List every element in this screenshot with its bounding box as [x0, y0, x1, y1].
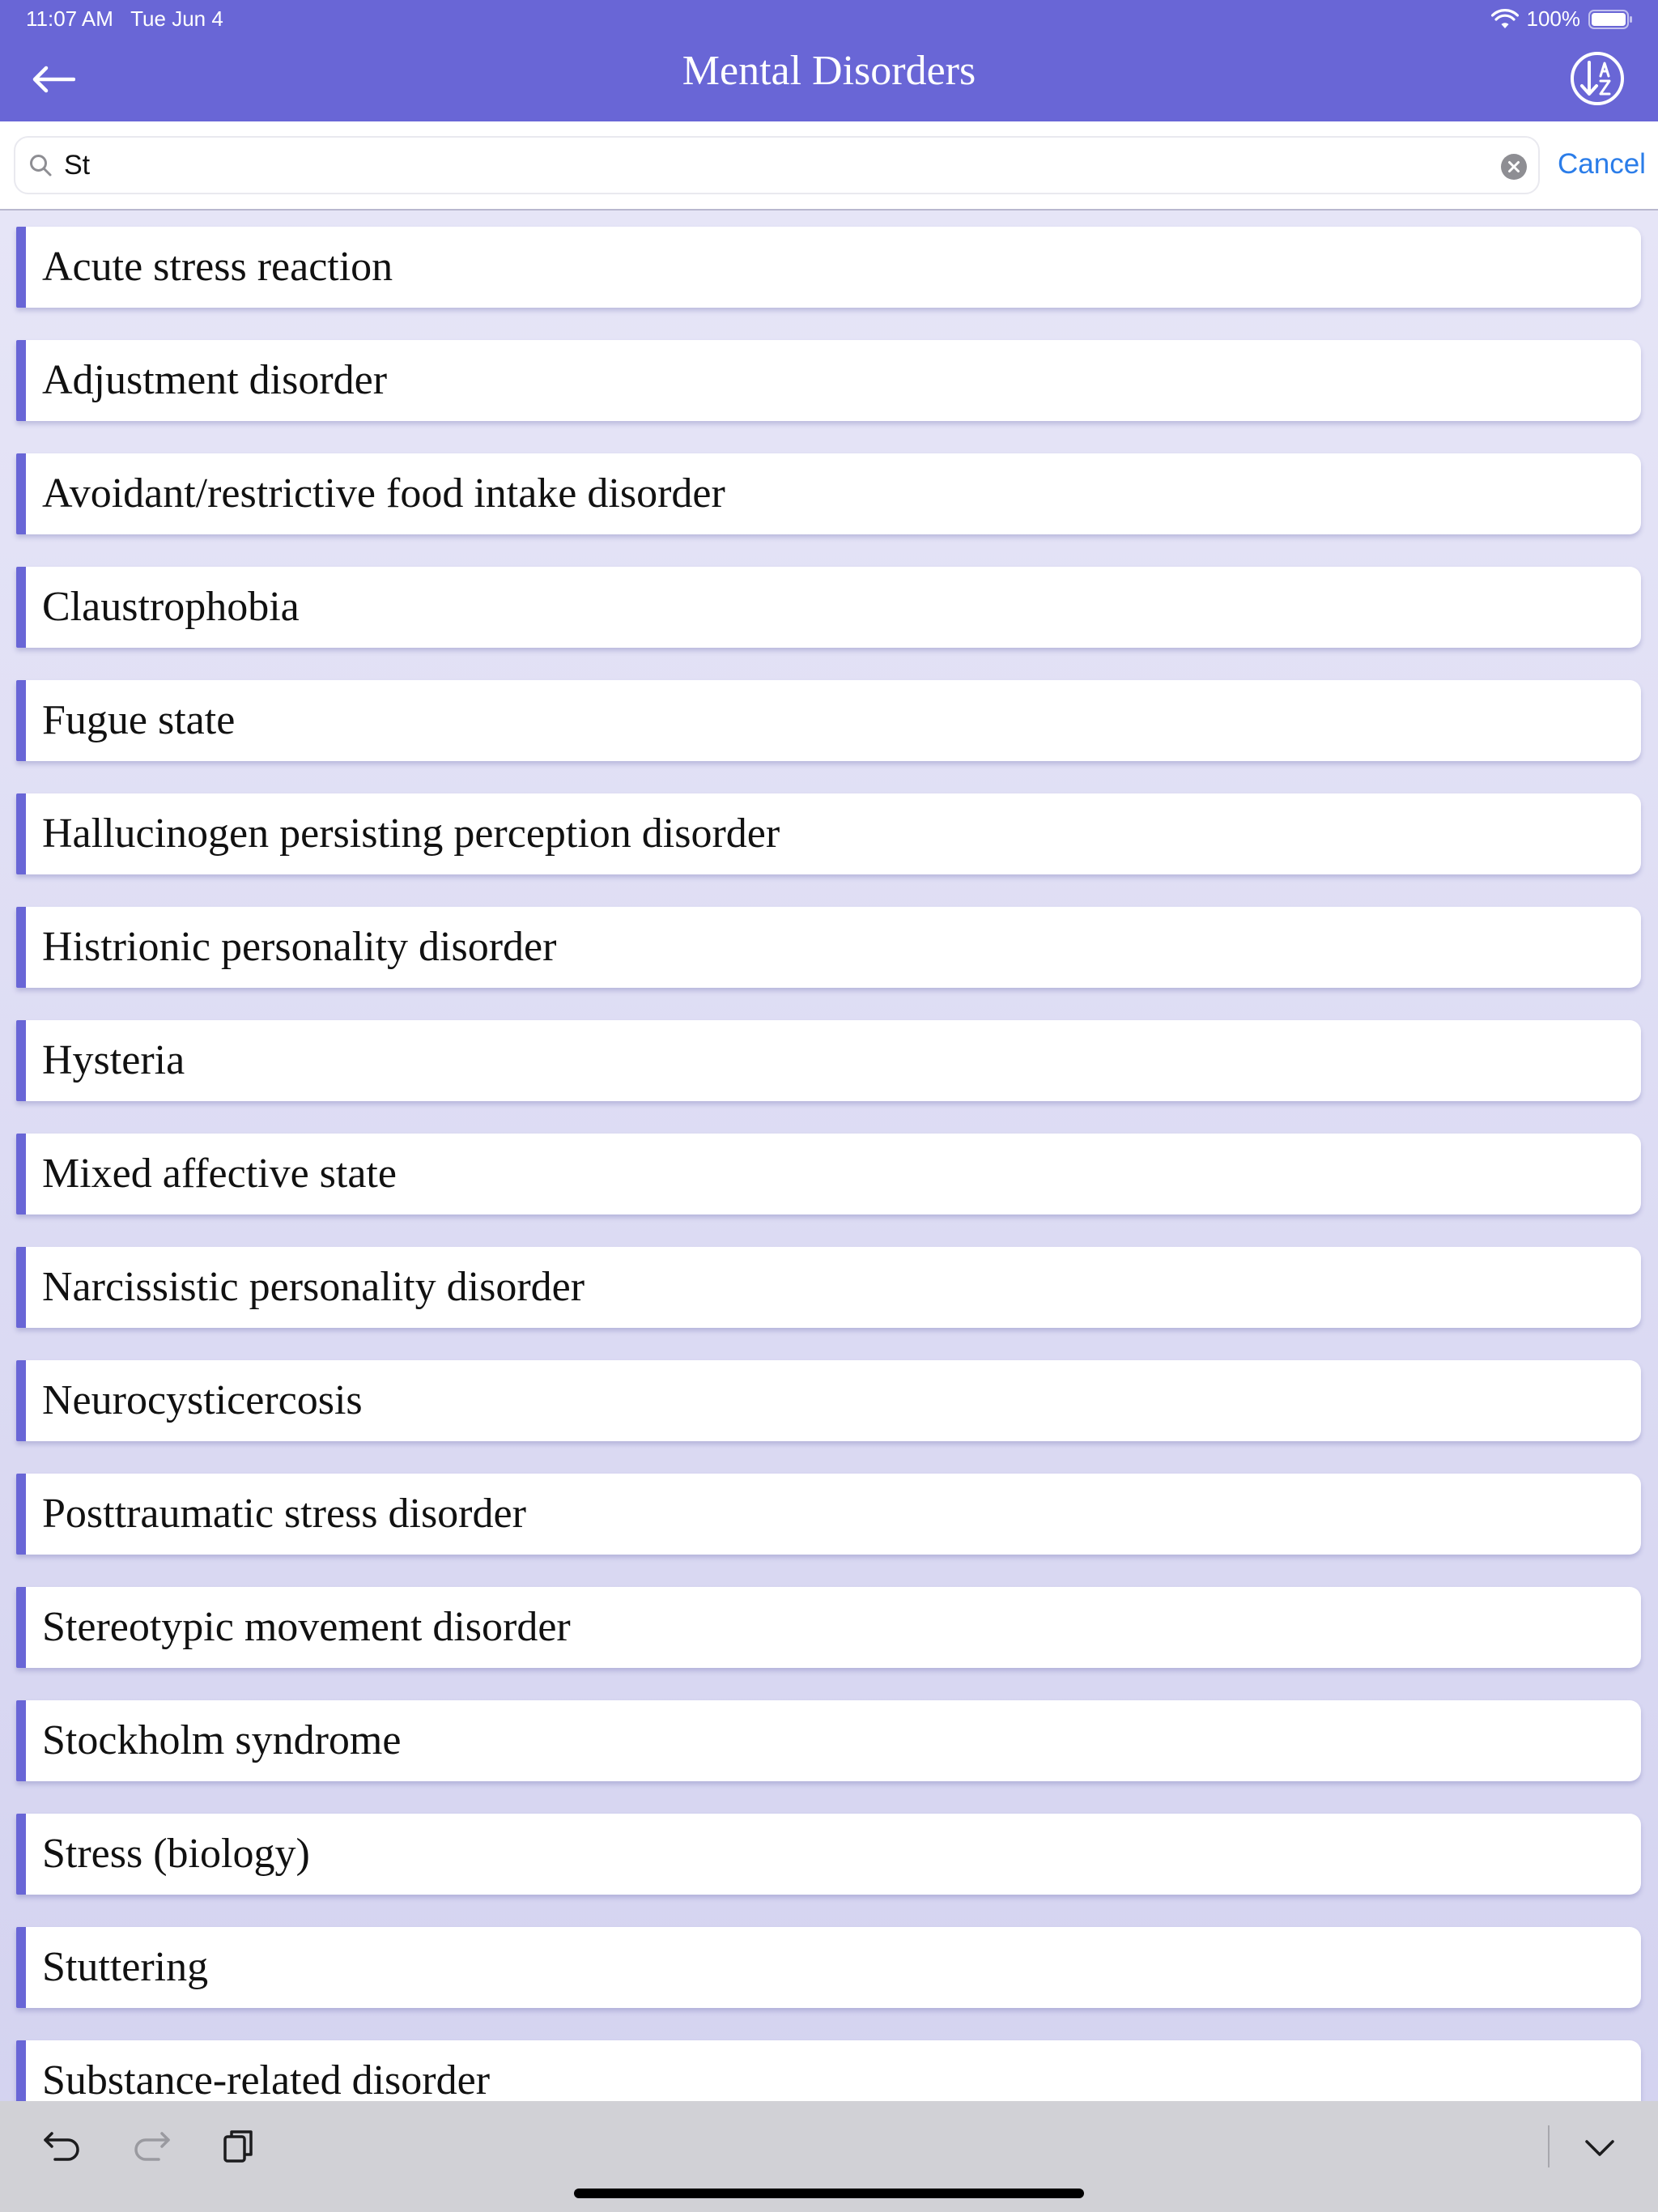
- list-item-label: Narcissistic personality disorder: [42, 1264, 585, 1310]
- sort-button[interactable]: [1569, 50, 1626, 107]
- wifi-icon: [1491, 9, 1519, 30]
- list-item[interactable]: [16, 1587, 1641, 1668]
- list-item-label: Hysteria: [42, 1037, 185, 1083]
- search-icon: [28, 153, 53, 177]
- status-bar-right: [1491, 6, 1635, 32]
- list-item-label: Mixed affective state: [42, 1151, 397, 1197]
- list-item[interactable]: [16, 567, 1641, 648]
- redo-icon[interactable]: [128, 2124, 173, 2169]
- list-item[interactable]: [16, 1247, 1641, 1328]
- list-item-label: Histrionic personality disorder: [42, 924, 557, 970]
- list-item-label: Stress (biology): [42, 1831, 310, 1877]
- sort-alphabetical-icon: [1569, 50, 1626, 107]
- results-list[interactable]: [0, 211, 1658, 2101]
- list-item[interactable]: [16, 1134, 1641, 1214]
- list-item-label: Acute stress reaction: [42, 244, 393, 290]
- list-item[interactable]: [16, 907, 1641, 988]
- list-item[interactable]: [16, 453, 1641, 534]
- battery-percent: 100%: [1526, 6, 1580, 31]
- status-time: 11:07 AM: [26, 6, 113, 31]
- list-item-label: Neurocysticercosis: [42, 1377, 363, 1423]
- list-item-label: Hallucinogen persisting perception disorder: [42, 810, 780, 857]
- list-item[interactable]: [16, 793, 1641, 874]
- home-indicator[interactable]: [574, 2189, 1084, 2198]
- list-item[interactable]: [16, 1020, 1641, 1101]
- list-item-label: Fugue state: [42, 697, 236, 743]
- status-date: Tue Jun 4: [130, 6, 223, 31]
- list-item[interactable]: [16, 1360, 1641, 1441]
- cancel-button[interactable]: Cancel: [1558, 148, 1646, 180]
- list-item-label: Substance-related disorder: [42, 2057, 491, 2101]
- list-item[interactable]: [16, 1927, 1641, 2008]
- list-item-label: Avoidant/restrictive food intake disorder: [42, 470, 725, 517]
- list-item[interactable]: [16, 1814, 1641, 1895]
- status-bar-time: [26, 6, 223, 32]
- clear-search-icon[interactable]: [1501, 154, 1527, 180]
- paste-icon[interactable]: [215, 2124, 261, 2169]
- page-title: Mental Disorders: [682, 48, 976, 94]
- list-item-label: Stuttering: [42, 1944, 209, 1990]
- search-input[interactable]: [64, 141, 1473, 189]
- list-item[interactable]: [16, 1700, 1641, 1781]
- app-header: [0, 0, 1658, 121]
- search-field[interactable]: [14, 136, 1540, 194]
- toolbar-divider: [1548, 2125, 1550, 2167]
- list-item-label: Adjustment disorder: [42, 357, 388, 403]
- list-item-label: Stereotypic movement disorder: [42, 1604, 571, 1650]
- list-item-label: Posttraumatic stress disorder: [42, 1491, 526, 1537]
- list-item[interactable]: [16, 680, 1641, 761]
- list-item[interactable]: [16, 1474, 1641, 1555]
- list-item[interactable]: [16, 227, 1641, 308]
- search-bar: [0, 121, 1658, 211]
- undo-icon[interactable]: [40, 2124, 86, 2169]
- list-item[interactable]: [16, 340, 1641, 421]
- list-item-label: Stockholm syndrome: [42, 1717, 402, 1763]
- chevron-down-icon[interactable]: [1577, 2125, 1622, 2171]
- battery-icon: [1588, 9, 1634, 30]
- list-item-label: Claustrophobia: [42, 584, 300, 630]
- list-item[interactable]: [16, 2040, 1641, 2101]
